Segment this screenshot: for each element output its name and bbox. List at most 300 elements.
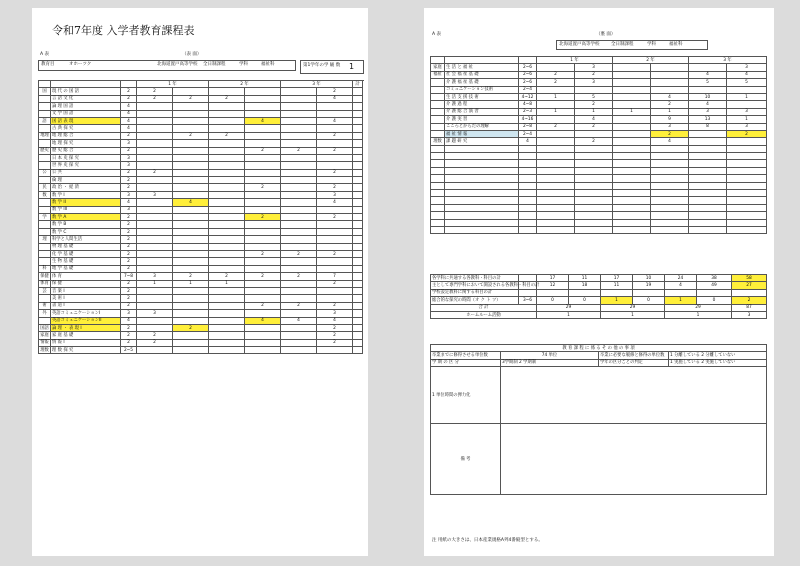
blank-cell [575,212,613,219]
section-options: 1 実施している 2 実施していない [669,359,767,366]
value-cell [613,130,651,137]
table-row [431,116,767,123]
category-cell [431,101,445,108]
table-row [39,199,363,206]
blank-cell [519,212,537,219]
units-cell: 2 [121,88,137,95]
category-cell [39,199,51,206]
value-cell: 2 [575,123,613,130]
blank-cell [613,175,651,182]
value-cell: 8 [689,123,727,130]
category-cell [39,177,51,184]
value-cell [651,71,689,78]
value-cell [651,64,689,71]
blank-cell [121,81,137,88]
gakka-label: 学科 [239,62,248,67]
value-cell: 3 [727,64,767,71]
units-cell: 2~4 [519,130,537,137]
right-gakka-label: 学科 [647,42,656,47]
school-name: 北海道置戸高等学校 [157,62,198,67]
subject-cell: 数 学 III [51,206,121,213]
value-cell: 1 [651,108,689,115]
subject-cell: 家 庭 基 礎 [51,332,121,339]
blank-cell [353,280,363,287]
blank-cell [613,145,651,152]
blank-cell [519,167,537,174]
blank-cell [353,221,363,228]
value-cell [689,130,727,137]
units-cell: 2 [121,280,137,287]
blank-cell [431,204,445,211]
empty-row [431,197,767,204]
value-cell: 7 [317,273,353,280]
value-cell [209,324,245,331]
table-row [39,273,363,280]
blank-cell [353,243,363,250]
value-cell [173,302,209,309]
units-cell: 2 [121,324,137,331]
value-cell: 12 [537,282,569,289]
table-row [431,86,767,93]
category-cell [39,228,51,235]
value-cell [727,86,767,93]
category-cell [431,86,445,93]
value-cell [209,228,245,235]
table-row [39,169,363,176]
year-header: 3 年 [281,81,353,88]
value-cell [281,332,317,339]
category-cell [39,110,51,117]
value-cell [613,101,651,108]
value-cell [209,147,245,154]
value-cell [137,324,173,331]
value-cell [209,184,245,191]
value-cell: 2 [137,95,173,102]
homeroom-row [431,311,767,318]
value-cell [281,140,317,147]
value-cell [281,110,317,117]
value-cell: 2 [651,101,689,108]
gakkou-options: 3学期制 2 学期制 [501,359,599,366]
blank-cell [353,265,363,272]
category-cell [39,258,51,265]
table-row [39,332,363,339]
blank-cell [445,190,519,197]
subject-cell: 古 典 探 究 [51,125,121,132]
value-cell: 3 [727,123,767,130]
value-cell [173,221,209,228]
table-row [39,236,363,243]
table-row [39,339,363,346]
value-cell [209,169,245,176]
value-cell [173,177,209,184]
table-row [39,324,363,331]
value-cell [317,140,353,147]
value-cell [137,243,173,250]
value-cell: 1 [601,311,665,318]
value-cell: 2 [317,147,353,154]
value-cell: 87 [732,304,767,311]
blank-cell [445,145,519,152]
right-side-label: A 表 [432,32,442,37]
value-cell [137,265,173,272]
value-cell [209,125,245,132]
value-cell [173,206,209,213]
blank-cell [519,197,537,204]
subject-cell: 数 学 II [51,199,121,206]
blank-cell [431,160,445,167]
blank-cell [353,317,363,324]
blank-cell [689,153,727,160]
blank-cell [537,226,575,233]
blank-cell [727,204,767,211]
value-cell: 2 [537,123,575,130]
value-cell: 4 [245,117,281,124]
units-cell: 2 [121,177,137,184]
category-cell [39,95,51,102]
category-cell: 外 [39,310,51,317]
value-cell [137,103,173,110]
value-cell: 1 [665,311,732,318]
value-cell [317,125,353,132]
category-cell: 情報 [40,340,49,346]
table-row [39,103,363,110]
value-cell [245,310,281,317]
blank-cell [537,167,575,174]
blank-cell [353,177,363,184]
units-cell: 4 [121,125,137,132]
subject-cell: 介 護 過 程 [445,101,519,108]
subject-cell: 倫 理 [51,177,121,184]
table-row [39,280,363,287]
value-cell: 4 [317,95,353,102]
right-curriculum-table [430,56,767,234]
value-cell [613,79,651,86]
grade1-value: 1 [349,62,355,71]
value-cell: 2 [281,147,317,154]
value-cell [732,289,767,296]
value-cell [689,138,727,145]
subject-cell: 英語コミュニケーションI [51,310,121,317]
value-cell [209,295,245,302]
value-cell: 2 [317,88,353,95]
value-cell [281,95,317,102]
subject-cell: 理 数 探 究 [51,347,121,354]
graduation-label: 卒業までに修得させる単位数 [431,352,501,359]
category-cell [39,154,51,161]
blank-cell [537,219,575,226]
units-cell: 2 [121,236,137,243]
table-row [39,88,363,95]
value-cell: 2 [281,302,317,309]
value-cell [317,103,353,110]
unit-label: 1 単位時間の弾力化 [431,367,501,424]
value-cell [245,339,281,346]
value-cell [281,243,317,250]
blank-cell [613,219,651,226]
table-row [431,71,767,78]
category-cell [431,123,445,130]
value-cell [245,177,281,184]
empty-row [431,182,767,189]
empty-row [431,167,767,174]
value-cell [651,86,689,93]
school-subject-row-label: 学校設定教科に関する科目の計 [431,289,519,296]
value-cell [281,214,317,221]
table-row [39,184,363,191]
table-row [39,265,363,272]
grand-total-row [431,304,767,311]
value-cell [173,295,209,302]
value-cell [317,347,353,354]
table-row [39,310,363,317]
value-cell [209,287,245,294]
blank-cell [689,204,727,211]
blank-cell [575,219,613,226]
value-cell: 4 [281,317,317,324]
blank-cell [689,226,727,233]
value-cell: 2 [575,71,613,78]
category-cell: 福祉 [431,71,445,78]
value-cell [317,258,353,265]
right-page [424,8,774,556]
blank-cell [689,182,727,189]
value-cell: 1 [137,280,173,287]
table-row [39,295,363,302]
blank-cell [575,145,613,152]
category-cell: 理数 [40,347,49,353]
subject-cell: 歴 史 総 合 [51,147,121,154]
value-cell [245,243,281,250]
totals-row-label: 各学科に共通する各教科・科目の計 [431,275,519,282]
table-row [39,140,363,147]
subject-cell: 福 祉 情 報 [445,130,519,137]
blank-cell [353,95,363,102]
units-cell: 4~12 [519,93,537,100]
units-cell: 2~8 [519,123,537,130]
units-cell: 2 [121,258,137,265]
blank-cell [575,175,613,182]
value-cell [137,287,173,294]
blank-cell [519,175,537,182]
value-cell [173,140,209,147]
blank-cell [353,103,363,110]
value-cell [209,302,245,309]
empty-row [431,226,767,233]
value-cell [245,162,281,169]
value-cell [209,243,245,250]
value-cell: 2 [245,302,281,309]
units-cell: 3~6 [519,297,537,304]
blank-cell [689,145,727,152]
right-gakka: 福祉科 [669,42,683,47]
value-cell [281,162,317,169]
units-cell [519,275,537,282]
table-row [39,132,363,139]
value-cell [727,101,767,108]
value-cell [245,228,281,235]
blank-cell [651,212,689,219]
split-label: 卒業に必要な履修と修得の単位数 [599,352,669,359]
category-cell: 歴史 [40,148,49,154]
value-cell: 2 [245,273,281,280]
value-cell: 2 [173,132,209,139]
value-cell [537,116,575,123]
table-row [39,191,363,198]
kyouiku-value: オホーツク [69,62,92,67]
value-cell [137,302,173,309]
value-cell: 2 [245,147,281,154]
value-cell [727,138,767,145]
value-cell: 4 [173,199,209,206]
value-cell: 0 [537,297,569,304]
units-cell: 2 [121,339,137,346]
value-cell: 5 [727,79,767,86]
year-header: 2 年 [209,81,281,88]
category-cell: 科 [39,265,51,272]
blank-cell [651,226,689,233]
value-cell: 3 [575,64,613,71]
category-cell [39,206,51,213]
value-cell [281,347,317,354]
value-cell: 3 [317,191,353,198]
value-cell: 1 [209,280,245,287]
category-cell [39,317,51,324]
value-cell [613,116,651,123]
value-cell: 3 [689,108,727,115]
category-cell [39,250,51,257]
subject-cell: 音 楽 I [51,287,121,294]
value-cell [281,169,317,176]
subject-cell: 数 学 A [51,214,121,221]
value-cell: 2 [575,138,613,145]
value-cell [173,332,209,339]
units-cell: 2 [121,265,137,272]
category-cell [431,79,445,86]
value-cell: 2 [317,302,353,309]
value-cell [209,221,245,228]
value-cell [281,228,317,235]
value-cell: 2 [651,130,689,137]
blank-cell [727,219,767,226]
value-cell: 4 [689,101,727,108]
value-cell: 13 [689,116,727,123]
blank-cell [353,147,363,154]
value-cell: 1 [537,93,575,100]
notes-table [430,344,767,495]
blank-cell [39,81,51,88]
value-cell [209,191,245,198]
table-row [431,130,767,137]
value-cell [137,177,173,184]
blank-cell [651,167,689,174]
value-cell [281,117,317,124]
footer-note: 注 用紙の大きさは、日本産業規格A列4番縦型とする。 [432,538,543,543]
value-cell [209,347,245,354]
gakkou-label: 学 期 の 区 分 [431,359,501,366]
value-cell [281,287,317,294]
value-cell [281,191,317,198]
value-cell: 3 [575,79,613,86]
value-cell [245,206,281,213]
value-cell [245,132,281,139]
category-cell: 理数 [431,138,445,145]
notes-header: 教 育 課 程 に 係 る そ の 他 の 事 項 [431,345,767,352]
blank-cell [519,182,537,189]
left-header-row [39,81,363,88]
blank-cell [613,182,651,189]
blank-cell [613,153,651,160]
blank-cell [353,236,363,243]
totals-row [431,275,767,282]
blank-cell [431,57,445,64]
value-cell [137,117,173,124]
value-cell: 4 [317,117,353,124]
blank-cell [445,153,519,160]
value-cell [317,265,353,272]
blank-cell [575,190,613,197]
value-cell: 4 [245,317,281,324]
year-header: 1 年 [137,81,209,88]
value-cell [137,206,173,213]
subject-cell: 政 治 ・ 経 済 [51,184,121,191]
table-row [39,250,363,257]
table-row [39,95,363,102]
value-cell: 2 [317,324,353,331]
value-cell [209,140,245,147]
units-cell: 2 [121,221,137,228]
blank-cell [651,182,689,189]
value-cell [209,88,245,95]
value-cell [281,132,317,139]
value-cell [137,110,173,117]
value-cell: 4 [689,71,727,78]
value-cell: 49 [697,282,732,289]
value-cell [281,339,317,346]
value-cell: 3 [137,191,173,198]
value-cell: 17 [601,275,633,282]
page-title: 令和7年度 入学者教育課程表 [52,24,195,37]
value-cell: 1 [613,108,651,115]
value-cell [209,117,245,124]
blank-cell [431,145,445,152]
value-cell: 11 [601,282,633,289]
value-cell: 27 [732,282,767,289]
value-cell [697,289,732,296]
value-cell [613,123,651,130]
year-header: 2 年 [613,57,689,64]
subject-cell: 生 活 と 福 祉 [445,64,519,71]
units-cell: 2 [121,332,137,339]
blank-cell [431,153,445,160]
value-cell [245,169,281,176]
subject-cell: 論 理 ・ 表 現 I [51,324,121,331]
value-cell: 3 [651,123,689,130]
subject-cell: 課 題 研 究 [445,138,519,145]
value-cell [137,140,173,147]
value-cell: 2 [245,214,281,221]
category-cell [431,130,445,137]
blank-cell [445,219,519,226]
split-options: 1 分離している 2 分離していない [669,352,767,359]
subject-cell: 科学と人間生活 [51,236,121,243]
kyouiku-label: 教育目 [41,62,55,67]
blank-cell [575,204,613,211]
units-cell: 3 [121,310,137,317]
value-cell [245,125,281,132]
value-cell [245,265,281,272]
empty-row [431,160,767,167]
